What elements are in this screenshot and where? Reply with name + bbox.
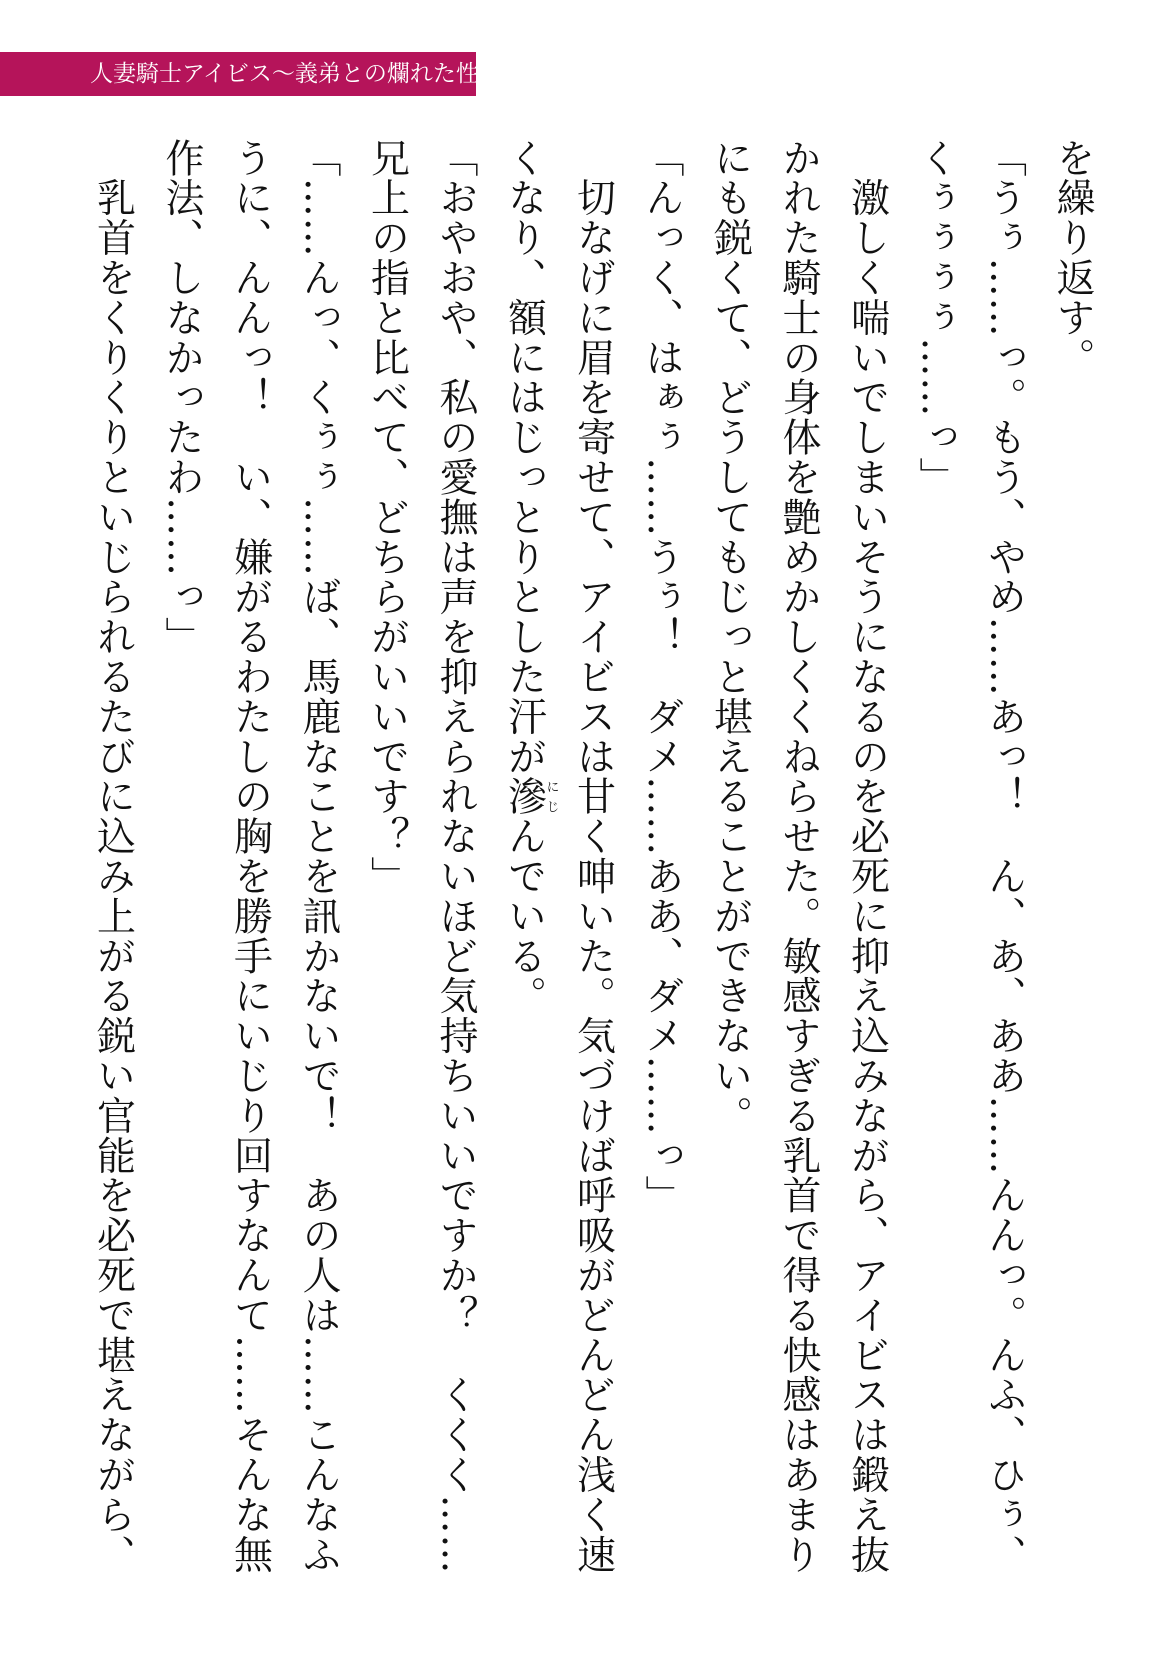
text-line: かれた騎士の身体を艶めかしくくねらせた。敏感すぎる乳首で得る快感はあまり [776,138,821,1575]
text-line: 「……んっ、くぅぅ……ば、馬鹿なことを訊かないで！ あの人は……こんなふ [296,138,341,1575]
text-line: を繰り返す。 [1050,138,1095,378]
ruby-annotation: 滲にじ [501,776,559,817]
text-line: 作法、しなかったわ……っ」 [159,138,204,657]
text-line: 乳首をくりくりといじられるたびに込み上がる鋭い官能を必死で堪えながら、 [90,138,136,1575]
header-band [0,52,525,96]
text-line: 切なげに眉を寄せて、アイビスは甘く呻いた。気づけば呼吸がどんどん浅く速 [570,138,616,1575]
text-line-with-ruby: くなり、額にはじっとりとした汗が滲にじんでいる。 [501,138,559,1016]
text-line: うに、んんっ！ い、嫌がるわたしの胸を勝手にいじり回すなんて……そんな無 [227,138,273,1575]
header-title: 人妻騎士アイビス〜義弟との爛れた性活〜 [90,61,525,87]
text-line: 激しく喘いでしまいそうになるのを必死に抑え込みながら、アイビスは鍛え抜 [844,138,890,1575]
text-line: 「おやおや、私の愛撫は声を抑えられないほど気持ちいいですか？ くくく…… [433,138,478,1575]
body-text [90,138,1106,1618]
ruby-reading: にじ [543,776,559,817]
text-line: 「うぅ……っ。もう、やめ……あっ！ ん、あ、ああ……んんっ。んふ、ひぅ、 [981,138,1027,1575]
text-line: にも鋭くて、どうしてもじっと堪えることができない。 [707,138,753,1136]
text-line: 「んっく、はぁぅ……うぅ！ ダメ……ああ、ダメ……っ」 [639,138,684,1216]
text-line: くぅぅぅぅ……っ」 [913,138,958,498]
text-line: 兄上の指と比べて、どちらがいいです？」 [364,138,410,897]
